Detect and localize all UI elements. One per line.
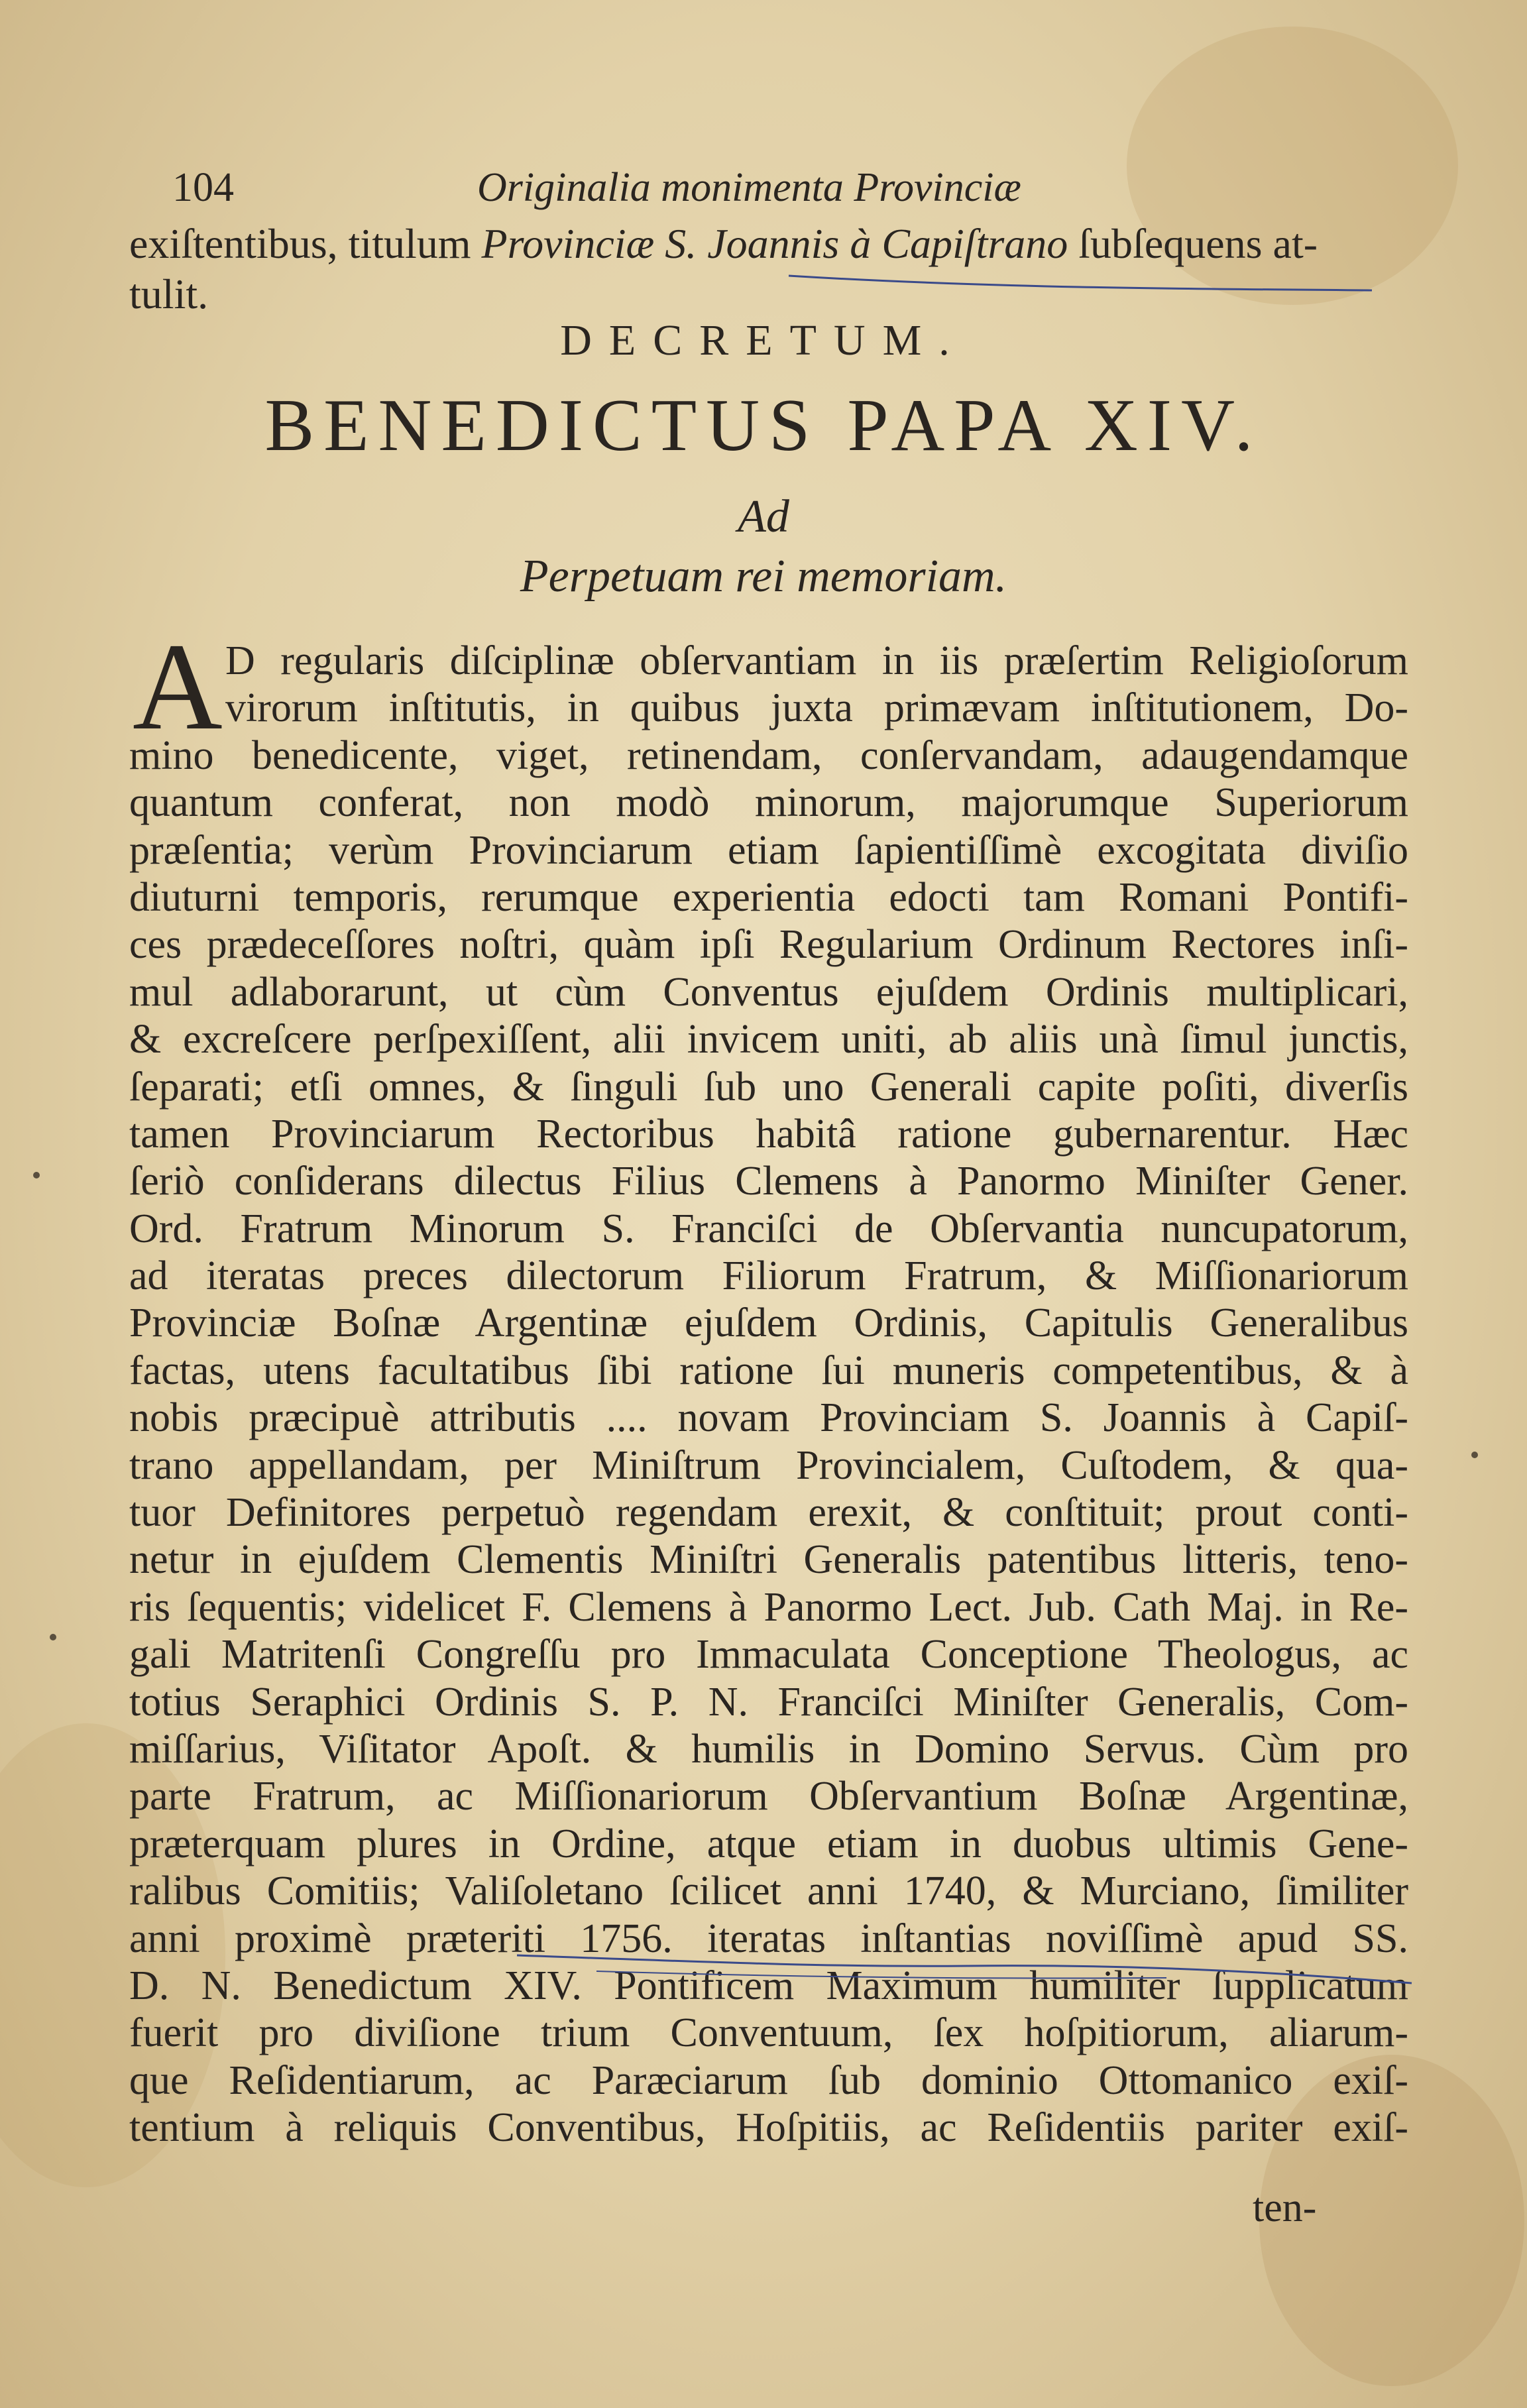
- body-line: virorum inſtitutis, in quibus juxta primævam inſtitutionem, Do-: [225, 685, 1408, 731]
- body-line: miſſarius, Viſitator Apoſt. & humilis in Domino Servus. Cùm pro: [129, 1726, 1408, 1772]
- intro-line: [129, 219, 1382, 269]
- body-line: fuerit pro diviſione trium Conventuum, ſex hoſpitiorum, aliarum-: [129, 2010, 1408, 2056]
- body-line: netur in ejuſdem Clementis Miniſtri Generalis patentibus litteris, teno-: [129, 1537, 1408, 1583]
- body-line: quantum conferat, non modò minorum, majorumque Superiorum: [129, 780, 1408, 826]
- body-line: & excreſcere perſpexiſſent, alii invicem uniti, ab aliis unà ſimul junctis,: [129, 1017, 1408, 1062]
- province-title: Provinciæ S. Joannis à Capiſtrano: [481, 220, 1068, 267]
- body-line: D. N. Benedictum XIV. Pontificem Maximum humiliter ſupplicatum: [129, 1963, 1408, 2008]
- ink-spot: [50, 1634, 56, 1640]
- catchword: ten-: [1253, 2185, 1317, 2230]
- body-line: ſeriò conſiderans dilectus Filius Clemens à Panormo Miniſter Gener.: [129, 1159, 1408, 1204]
- body-line: mul adlaborarunt, ut cùm Conventus ejuſdem Ordinis multiplicari,: [129, 969, 1408, 1015]
- body-line: ces prædeceſſores noſtri, quàm ipſi Regularium Ordinum Rectores inſi-: [129, 922, 1408, 968]
- body-line: D regularis diſciplinæ obſervantiam in iis præſertim Religioſorum: [225, 638, 1408, 683]
- intro-text: exiſtentibus, titulum: [129, 220, 482, 267]
- body-line: gali Matritenſi Congreſſu pro Immaculata Conceptione Theologus, ac: [129, 1632, 1408, 1678]
- drop-cap: A: [133, 617, 223, 756]
- body-line: parte Fratrum, ac Miſſionariorum Obſervantium Boſnæ Argentinæ,: [129, 1774, 1408, 1819]
- decree-heading: DECRETUM.: [560, 316, 967, 365]
- pope-heading: BENEDICTUS PAPA XIV.: [264, 384, 1263, 467]
- body-line: ſeparati; etſi omnes, & ſinguli ſub uno Generali capite poſiti, diverſis: [129, 1064, 1408, 1110]
- ink-underline: [782, 270, 1379, 294]
- body-line: anni proximè præteriti 1756. iteratas inſtantias noviſſimè apud SS.: [129, 1916, 1408, 1961]
- body-line: præſentia; verùm Provinciarum etiam ſapientiſſimè excogitata diviſio: [129, 827, 1408, 873]
- body-line: ad iteratas preces dilectorum Filiorum Fratrum, & Miſſionariorum: [129, 1253, 1408, 1299]
- intro-line: tulit.: [129, 270, 209, 317]
- body-line: tentium à reliquis Conventibus, Hoſpitiis, ac Reſidentiis pariter exiſ-: [129, 2105, 1408, 2151]
- body-line: tamen Provinciarum Rectoribus habitâ ratione gubernarentur. Hæc: [129, 1111, 1408, 1157]
- body-line: diuturni temporis, rerumque experientia edocti tam Romani Pontifi-: [129, 874, 1408, 920]
- ink-spot: [33, 1172, 40, 1178]
- ad-heading: Ad: [738, 491, 789, 542]
- body-line: totius Seraphici Ordinis S. P. N. Franciſci Miniſter Generalis, Com-: [129, 1679, 1408, 1725]
- ink-annotation: [504, 1942, 1418, 1995]
- body-line: trano appellandam, per Miniſtrum Provincialem, Cuſtodem, & qua-: [129, 1442, 1408, 1488]
- body-line: ralibus Comitiis; Valiſoletano ſcilicet anni 1740, & Murciano, ſimiliter: [129, 1868, 1408, 1914]
- body-line: mino benedicente, viget, retinendam, conſervandam, adaugendamque: [129, 732, 1408, 778]
- body-line: Ord. Fratrum Minorum S. Franciſci de Obſervantia nuncupatorum,: [129, 1206, 1408, 1251]
- intro-text: ſubſequens at-: [1068, 220, 1318, 267]
- body-line: nobis præcipuè attributis .... novam Provinciam S. Joannis à Capiſ-: [129, 1395, 1408, 1441]
- body-line: ris ſequentis; videlicet F. Clemens à Panormo Lect. Jub. Cath Maj. in Re-: [129, 1584, 1408, 1630]
- ink-spot: [1471, 1452, 1478, 1458]
- running-head-title: Originalia monimenta Provinciæ: [477, 165, 1021, 210]
- decree-body: [129, 638, 1408, 2152]
- body-line: Provinciæ Boſnæ Argentinæ ejuſdem Ordinis, Capitulis Generalibus: [129, 1300, 1408, 1346]
- page-number: 104: [172, 165, 234, 210]
- intro-paragraph: [129, 219, 1382, 319]
- running-header: [172, 164, 1405, 217]
- body-line: præterquam plures in Ordine, atque etiam in duobus ultimis Gene-: [129, 1821, 1408, 1866]
- body-line: que Reſidentiarum, ac Paræciarum ſub dominio Ottomanico exiſ-: [129, 2057, 1408, 2103]
- memoriam-heading: Perpetuam rei memoriam.: [520, 551, 1007, 602]
- body-line: factas, utens facultatibus ſibi ratione ſui muneris competentibus, & à: [129, 1347, 1408, 1393]
- body-line: tuor Definitores perpetuò regendam erexit, & conſtituit; prout conti-: [129, 1490, 1408, 1536]
